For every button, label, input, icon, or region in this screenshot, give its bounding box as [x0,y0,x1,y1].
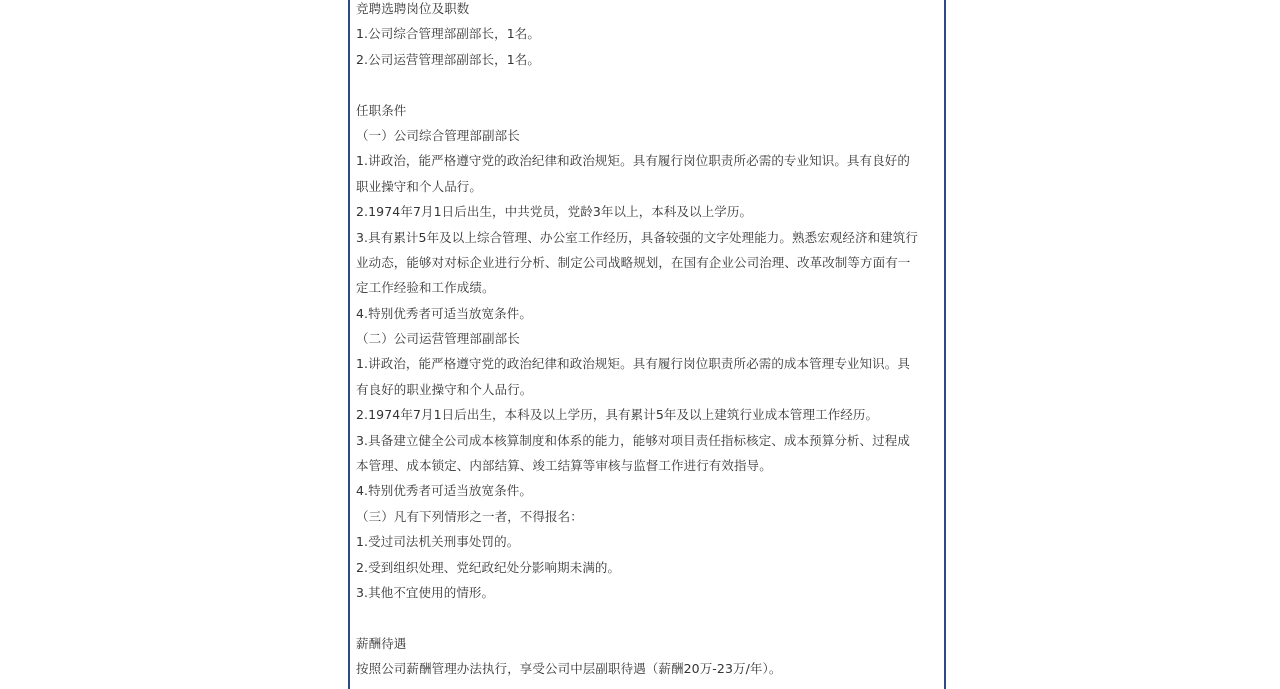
requirement-text: 2.1974年7月1日后出生，本科及以上学历，具有累计5年及以上建筑行业成本管理工作经历。 [356,407,879,423]
exclusion-text: 3.其他不宜使用的情形。 [356,584,495,600]
article-body [348,0,946,689]
compensation-text: 按照公司薪酬管理办法执行，享受公司中层副职待遇（薪酬20万-23万/年）。 [356,661,782,677]
position-item: 1.公司综合管理部副部长，1名。 [356,26,540,42]
requirement-text: 3.具有累计5年及以上综合管理、办公室工作经历，具备较强的文字处理能力。熟悉宏观经济和建筑行 [356,229,918,245]
paragraph-spacer [356,605,940,630]
requirement-text: 2.1974年7月1日后出生，中共党员，党龄3年以上，本科及以上学历。 [356,204,753,220]
subsection-heading: （三）凡有下列情形之一者，不得报名： [356,508,583,524]
paragraph-spacer [356,72,940,97]
requirement-text: 定工作经验和工作成绩。 [356,280,495,296]
requirement-text: 3.具备建立健全公司成本核算制度和体系的能力，能够对项目责任指标核定、成本预算分析、过程成 [356,432,910,448]
subsection-heading: （二）公司运营管理部副部长 [356,331,520,347]
section-heading-positions: 竞聘选聘岗位及职数 [356,1,470,16]
requirement-text: 有良好的职业操守和个人品行。 [356,381,533,397]
requirement-text: 职业操守和个人品行。 [356,178,483,194]
exclusion-text: 1.受过司法机关刑事处罚的。 [356,534,520,550]
section-heading-requirements: 任职条件 [356,102,407,118]
section-heading-compensation: 薪酬待遇 [356,635,407,651]
requirement-text: 4.特别优秀者可适当放宽条件。 [356,305,532,321]
requirement-text: 本管理、成本锁定、内部结算、竣工结算等审核与监督工作进行有效指导。 [356,458,772,474]
requirement-text: 1.讲政治，能严格遵守党的政治纪律和政治规矩。具有履行岗位职责所必需的专业知识。具有良好的 [356,153,910,169]
exclusion-text: 2.受到组织处理、党纪政纪处分影响期未满的。 [356,559,621,575]
subsection-heading: （一）公司综合管理部副部长 [356,127,520,143]
position-item: 2.公司运营管理部副部长，1名。 [356,51,540,67]
requirement-text: 4.特别优秀者可适当放宽条件。 [356,483,532,499]
requirement-text: 业动态，能够对对标企业进行分析、制定公司战略规划，在国有企业公司治理、改革改制等方面有一 [356,254,911,270]
requirement-text: 1.讲政治，能严格遵守党的政治纪律和政治规矩。具有履行岗位职责所必需的成本管理专业知识。具 [356,356,910,372]
